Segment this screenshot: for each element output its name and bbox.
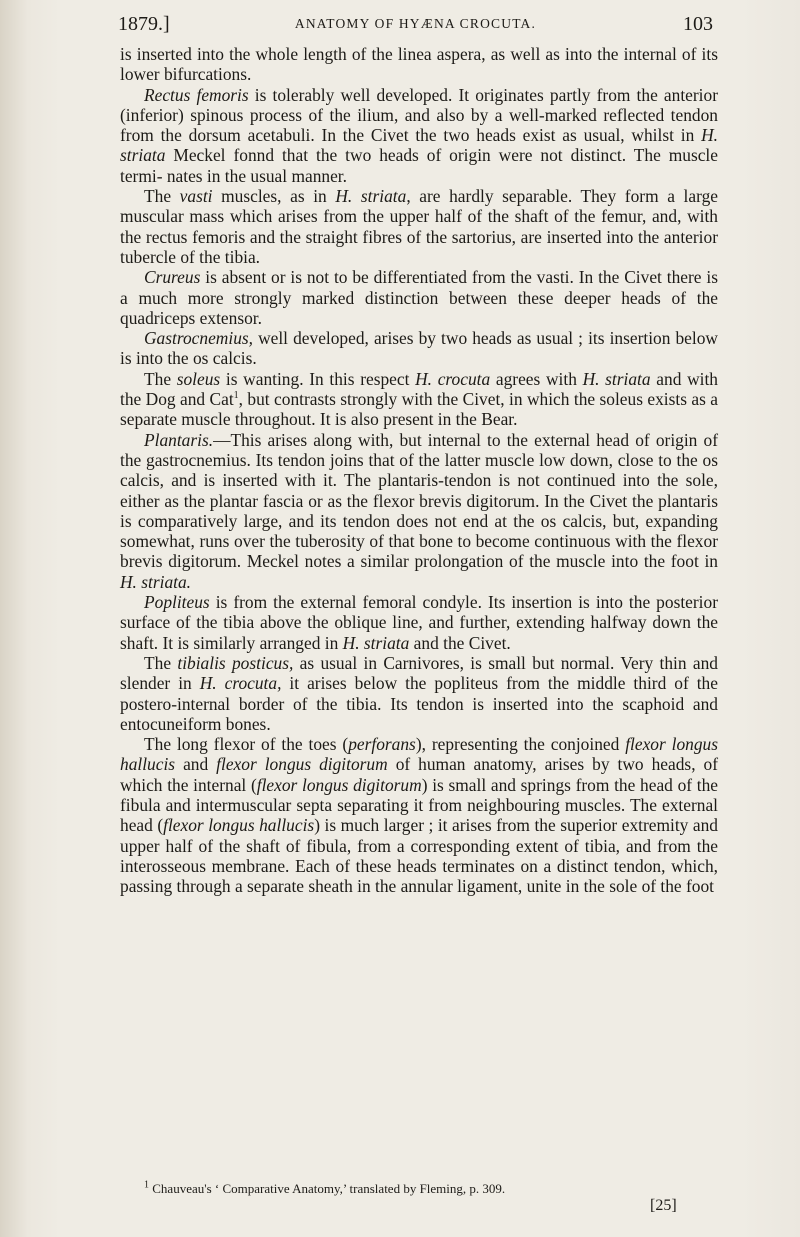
term-crureus: Crureus: [144, 267, 201, 288]
paragraph-plantaris: Plantaris.—This arises along with, but internal to the external head of origin of the gastrocnemius. Its tendon joins that of the latter muscle low down, close to the os calcis, and is inserted with it. The plantaris-tendon is not continued into the sole, either as the plantar fascia or as the flexor brevis digitorum. In the Civet the plantaris is comparatively large, and its tendon does not end at the os calcis, but, expanding somewhat, runs over the tuberosity of that bone to become continuous with the flexor brevis digitorum. Meckel notes a similar prolongation of the muscle into the foot in H. striata.: [120, 429, 718, 592]
term-popliteus: Popliteus: [144, 592, 210, 613]
paragraph-soleus: The soleus is wanting. In this respect H. crocuta agrees with H. striata and with the Dog and Cat$^1$, but contrasts strongly with the Civet, in which the soleus exists as a separate muscle throughout. It is also present in the Bear.: [120, 368, 718, 430]
term-soleus: soleus: [176, 368, 221, 389]
term-plantaris: Plantaris.: [144, 429, 214, 450]
header-year: 1879.]: [118, 13, 170, 35]
running-header: [118, 8, 713, 40]
signature-mark: [25]: [650, 1197, 677, 1214]
term-rectus-femoris: Rectus femoris: [144, 84, 249, 105]
paragraph-crureus: Crureus is absent or is not to be differentiated from the vasti. In the Civet there is a much more strongly marked distinction between these deeper heads of the quadriceps extensor.: [120, 267, 718, 328]
paragraph-rectus-femoris: Rectus femoris is tolerably well developed. It originates partly from the anterior (inferior) spinous process of the ilium, and also by a well-marked reflected tendon from the dorsum acetabuli. In the Civet the two heads exist as usual, whilst in H. striata Meckel fonnd that the two heads of origin were not distinct. The muscle termi- nates in the usual manner.: [120, 84, 718, 186]
footnote-text: Chauveau's ‘ Comparative Anatomy,’ translated by Fleming, p. 309.: [149, 1181, 506, 1196]
body-text: [120, 44, 718, 896]
footnote-ref: 1: [233, 390, 239, 402]
paragraph-tibialis-posticus: The tibialis posticus, as usual in Carnivores, is small but normal. Very thin and slender in H. crocuta, it arises below the popliteus from the middle third of the postero-internal border of the tibia. Its tendon is inserted into the scaphoid and entocuneiform bones.: [120, 652, 718, 734]
paragraph-flexor-longus: The long flexor of the toes (perforans), representing the conjoined flexor longus hallucis and flexor longus digitorum of human anatomy, arises by two heads, of which the internal (flexor longus digitorum) is small and springs from the head of the fibula and intermuscular septa separating it from neighbouring muscles. The external head (flexor longus hallucis) is much larger ; it arises from the superior extremity and upper half of the shaft of fibula, from a corresponding extent of tibia, and from the interosseous membrane. Each of these heads terminates on a distinct tendon, which, passing through a separate sheath in the annular ligament, unite in the sole of the foot: [120, 734, 719, 897]
term-perforans: perforans: [348, 734, 416, 755]
term-tibialis-posticus: tibialis posticus,: [177, 652, 294, 673]
term-gastrocnemius: Gastrocnemius,: [144, 328, 254, 349]
paragraph-linea-aspera: is inserted into the whole length of the linea aspera, as well as into the internal of its lower bifurcations.: [120, 44, 718, 85]
term-vasti: vasti: [179, 186, 213, 207]
footnote: [144, 1181, 724, 1197]
paragraph-vasti: The vasti muscles, as in H. striata, are hardly separable. They form a large muscular mass which arises from the upper half of the shaft of the femur, and, with the rectus femoris and the straight fibres of the sartorius, are inserted into the anterior tubercle of the tibia.: [120, 186, 718, 267]
paragraph-popliteus: Popliteus is from the external femoral condyle. Its insertion is into the posterior surface of the tibia above the oblique line, and further, extending halfway down the shaft. It is similarly arranged in H. striata and the Civet.: [120, 592, 718, 653]
header-running-title: ANATOMY OF HYÆNA CROCUTA.: [294, 16, 537, 31]
footnote-marker: 1: [144, 1179, 149, 1191]
page-number: 103: [683, 13, 713, 35]
paragraph-gastrocnemius: Gastrocnemius, well developed, arises by two heads as usual ; its insertion below is into the os calcis.: [120, 328, 718, 369]
